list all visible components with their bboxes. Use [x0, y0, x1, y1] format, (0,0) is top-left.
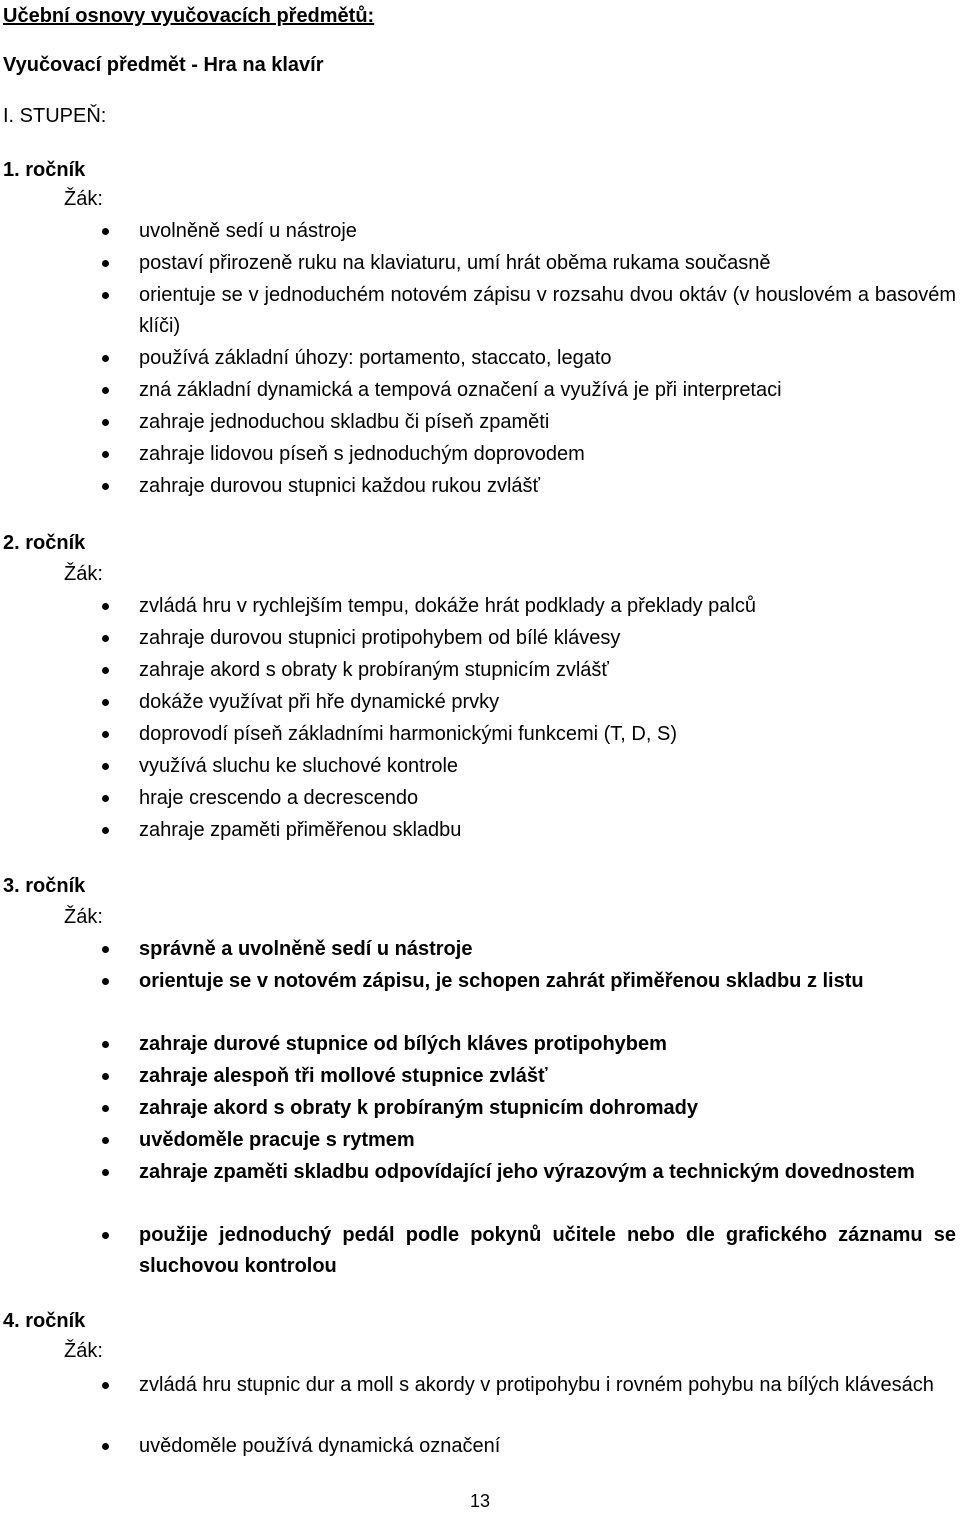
- grade-2-item: doprovodí píseň základními harmonickými funkcemi (T, D, S): [139, 723, 677, 745]
- grade-1-item: orientuje se v jednoduchém notovém zápisu v rozsahu dvou oktáv (v houslovém a basovém klíči): [139, 284, 956, 337]
- grade-3-item: zahraje akord s obraty k probíraným stupnicím dohromady: [139, 1097, 699, 1119]
- grade-2-item: dokáže využívat při hře dynamické prvky: [139, 691, 500, 713]
- grade-1-item: zahraje jednoduchou skladbu či píseň zpaměti: [139, 411, 550, 433]
- bullet-icon: [102, 667, 109, 674]
- grade-1-item: zná základní dynamická a tempová označení a využívá je při interpretaci: [139, 379, 782, 401]
- grade-1-item: zahraje lidovou píseň s jednoduchým doprovodem: [139, 443, 585, 465]
- bullet-icon: [102, 1105, 109, 1112]
- grade-1-item: uvolněně sedí u nástroje: [139, 220, 357, 242]
- bullet-icon: [102, 260, 109, 267]
- grade-4-item: zvládá hru stupnic dur a moll s akordy v protipohybu i rovném pohybu na bílých klávesách: [139, 1374, 934, 1396]
- bullet-icon: [102, 419, 109, 426]
- grade-3-item: uvědoměle pracuje s rytmem: [139, 1129, 415, 1151]
- grade-3-item: zahraje zpaměti skladbu odpovídající jeho výrazovým a technickým dovednostem: [139, 1161, 915, 1183]
- grade-2-pupil-label: Žák:: [64, 563, 103, 585]
- subject-title: Vyučovací předmět - Hra na klavír: [3, 54, 324, 76]
- grade-3-title: 3. ročník: [3, 875, 86, 897]
- grade-4-pupil-label: Žák:: [64, 1340, 103, 1362]
- bullet-icon: [102, 483, 109, 490]
- bullet-icon: [102, 1232, 109, 1239]
- bullet-icon: [102, 603, 109, 610]
- bullet-icon: [102, 1169, 109, 1176]
- bullet-icon: [102, 731, 109, 738]
- document-heading: Učební osnovy vyučovacích předmětů:: [3, 5, 375, 27]
- bullet-icon: [102, 387, 109, 394]
- grade-4-item: uvědoměle používá dynamická označení: [139, 1435, 501, 1457]
- grade-2-item: zahraje durovou stupnici protipohybem od bílé klávesy: [139, 627, 621, 649]
- bullet-icon: [102, 1443, 109, 1450]
- grade-1-item: zahraje durovou stupnici každou rukou zvlášť: [139, 475, 541, 497]
- grade-3-item: správně a uvolněně sedí u nástroje: [139, 938, 473, 960]
- bullet-icon: [102, 228, 109, 235]
- page-number: 13: [469, 1491, 491, 1511]
- grade-4-title: 4. ročník: [3, 1310, 86, 1332]
- bullet-icon: [102, 451, 109, 458]
- level-title: I. STUPEŇ:: [3, 105, 107, 127]
- grade-1-item: používá základní úhozy: portamento, staccato, legato: [139, 347, 612, 369]
- grade-2-title: 2. ročník: [3, 532, 86, 554]
- bullet-icon: [102, 1382, 109, 1389]
- grade-3-item: použije jednoduchý pedál podle pokynů učitele nebo dle grafického záznamu se sluchovou kontrolou: [139, 1224, 956, 1277]
- bullet-icon: [102, 355, 109, 362]
- bullet-icon: [102, 827, 109, 834]
- bullet-icon: [102, 292, 109, 299]
- bullet-icon: [102, 946, 109, 953]
- grade-2-item: využívá sluchu ke sluchové kontrole: [139, 755, 459, 777]
- grade-1-title: 1. ročník: [3, 159, 86, 181]
- bullet-icon: [102, 795, 109, 802]
- grade-2-item: zvládá hru v rychlejším tempu, dokáže hrát podklady a překlady palců: [139, 595, 756, 617]
- grade-3-pupil-label: Žák:: [64, 906, 103, 928]
- bullet-icon: [102, 763, 109, 770]
- bullet-icon: [102, 699, 109, 706]
- grade-3-item: orientuje se v notovém zápisu, je schopen zahrát přiměřenou skladbu z listu: [139, 970, 864, 992]
- bullet-icon: [102, 978, 109, 985]
- grade-2-item: hraje crescendo a decrescendo: [139, 787, 419, 809]
- grade-1-item: postaví přirozeně ruku na klaviaturu, umí hrát oběma rukama současně: [139, 252, 771, 274]
- bullet-icon: [102, 1137, 109, 1144]
- grade-3-item: zahraje alespoň tři mollové stupnice zvlášť: [139, 1065, 548, 1087]
- bullet-icon: [102, 1073, 109, 1080]
- bullet-icon: [102, 635, 109, 642]
- bullet-icon: [102, 1041, 109, 1048]
- grade-1-pupil-label: Žák:: [64, 188, 103, 210]
- grade-2-item: zahraje zpaměti přiměřenou skladbu: [139, 819, 462, 841]
- grade-3-item: zahraje durové stupnice od bílých kláves protipohybem: [139, 1033, 667, 1055]
- grade-2-item: zahraje akord s obraty k probíraným stupnicím zvlášť: [139, 659, 609, 681]
